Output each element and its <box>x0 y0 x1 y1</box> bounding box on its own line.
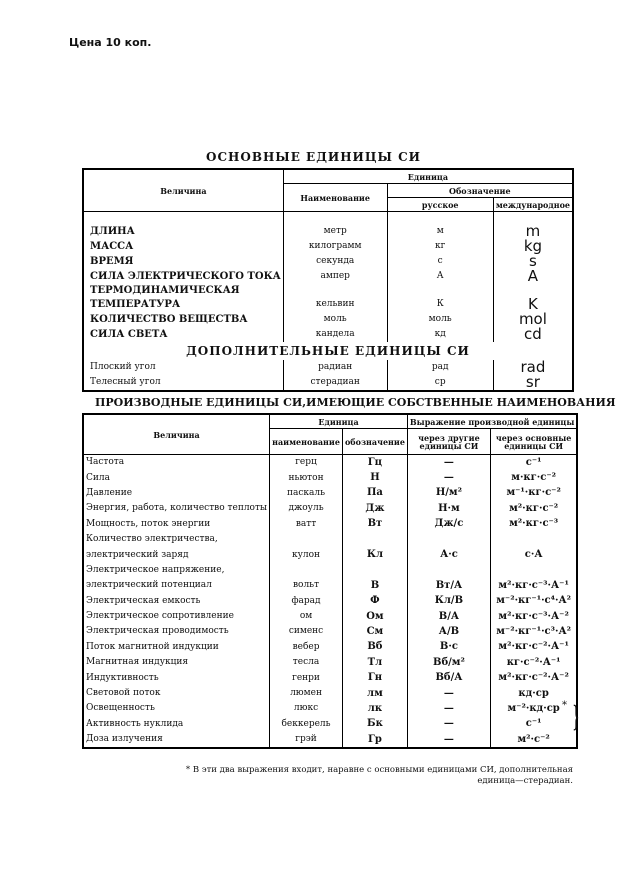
quantity-cell: Мощность, поток энергии <box>83 517 270 532</box>
quantity-cell: Электрическое сопротивление <box>83 609 270 624</box>
unit-name-cell: грэй <box>270 732 343 748</box>
table-row <box>83 701 577 716</box>
international-symbol-cell: A <box>493 269 573 284</box>
col-name-header: наименование <box>270 429 343 455</box>
unit-symbol-cell: Гн <box>342 670 407 685</box>
table-row <box>83 686 577 701</box>
table-row <box>83 609 577 624</box>
via-other-units-cell: — <box>407 701 490 716</box>
via-other-units-cell: Н·м <box>407 501 490 516</box>
unit-name-cell: люкс <box>270 701 343 716</box>
international-symbol-cell: rad <box>493 360 573 375</box>
unit-symbol-cell: Гц <box>342 455 407 471</box>
quantity-cell: ДЛИНА <box>83 224 283 239</box>
via-other-units-cell <box>407 563 490 578</box>
russian-symbol-cell: кг <box>387 239 493 254</box>
table-row <box>83 563 577 578</box>
unit-symbol-cell: Н <box>342 470 407 485</box>
base-units-table <box>82 168 574 392</box>
unit-name-cell: стерадиан <box>283 375 387 391</box>
via-other-units-cell: — <box>407 470 490 485</box>
unit-symbol-cell: Дж <box>342 501 407 516</box>
via-base-units-cell: м·кг·с⁻² <box>490 470 577 485</box>
via-other-units-cell <box>407 532 490 547</box>
quantity-cell: Количество электричества, <box>83 532 270 547</box>
via-base-units-cell: м²·кг·с⁻² <box>490 501 577 516</box>
table2-title: ПРОИЗВОДНЫЕ ЕДИНИЦЫ СИ,ИМЕЮЩИЕ СОБСТВЕННЫЕ НАИМЕНОВАНИЯ <box>95 396 616 409</box>
via-base-units-cell: м⁻²·кг⁻¹·с³·А² <box>490 624 577 639</box>
quantity-cell: ВРЕМЯ <box>83 254 283 269</box>
unit-name-cell: метр <box>283 224 387 239</box>
table-row <box>83 224 573 239</box>
unit-symbol-cell: Кл <box>342 547 407 562</box>
unit-name-cell: фарад <box>270 594 343 609</box>
unit-name-cell: ампер <box>283 269 387 284</box>
table-row <box>83 717 577 732</box>
quantity-cell: СИЛА ЭЛЕКТРИЧЕСКОГО ТОКА <box>83 269 283 284</box>
footnote <box>150 765 573 787</box>
international-symbol-cell: mol <box>493 312 573 327</box>
via-other-units-cell: Вт/А <box>407 578 490 593</box>
table-row <box>83 297 573 312</box>
col-quantity-header: Величина <box>83 414 270 455</box>
unit-name-cell: паскаль <box>270 486 343 501</box>
via-base-units-cell: м²·кг·с⁻³·А⁻² <box>490 609 577 624</box>
unit-symbol-cell: См <box>342 624 407 639</box>
unit-symbol-cell: Вт <box>342 517 407 532</box>
via-other-units-cell: Кл/В <box>407 594 490 609</box>
via-other-units-cell: Вб/А <box>407 670 490 685</box>
unit-name-cell: тесла <box>270 655 343 670</box>
russian-symbol-cell: А <box>387 269 493 284</box>
unit-name-cell: моль <box>283 312 387 327</box>
russian-symbol-cell: м <box>387 224 493 239</box>
col-unit-header: Единица <box>270 414 408 429</box>
table-row <box>83 312 573 327</box>
unit-symbol-cell: Бк <box>342 717 407 732</box>
via-base-units-cell: м²·кг·с⁻²·А⁻² <box>490 670 577 685</box>
table-row <box>83 732 577 748</box>
via-base-units-cell: м⁻¹·кг·с⁻² <box>490 486 577 501</box>
international-symbol-cell: m <box>493 224 573 239</box>
table-row <box>83 284 573 297</box>
russian-symbol-cell: ср <box>387 375 493 391</box>
table-row <box>83 547 577 562</box>
via-base-units-cell: м⁻²·кд·ср <box>490 701 577 716</box>
via-base-units-cell: с⁻¹ <box>490 455 577 471</box>
unit-symbol-cell: Вб <box>342 640 407 655</box>
via-other-units-cell: — <box>407 732 490 748</box>
via-other-units-cell: А/В <box>407 624 490 639</box>
quantity-cell: Индуктивность <box>83 670 270 685</box>
international-symbol-cell: K <box>493 297 573 312</box>
quantity-cell: электрический потенциал <box>83 578 270 593</box>
col-quantity-header: Величина <box>83 169 283 212</box>
unit-symbol-cell: Па <box>342 486 407 501</box>
quantity-cell: СИЛА СВЕТА <box>83 327 283 342</box>
footnote-line1: * В эти два выражения входит, наравне с основными единицами СИ, дополнительная <box>185 765 573 775</box>
unit-symbol-cell <box>342 563 407 578</box>
table-row <box>83 624 577 639</box>
unit-name-cell: ватт <box>270 517 343 532</box>
footnote-marker: * <box>562 700 567 711</box>
col-designation-header: Обозначение <box>387 184 573 198</box>
unit-name-cell <box>270 532 343 547</box>
quantity-cell: Поток магнитной индукции <box>83 640 270 655</box>
table-row <box>83 594 577 609</box>
unit-name-cell: вебер <box>270 640 343 655</box>
footnote-line2: единица—стерадиан. <box>477 776 573 786</box>
via-base-units-cell: м²·кг·с⁻³·А⁻¹ <box>490 578 577 593</box>
quantity-cell: Активность нуклида <box>83 717 270 732</box>
russian-symbol-cell: моль <box>387 312 493 327</box>
via-other-units-cell: Вб/м² <box>407 655 490 670</box>
unit-symbol-cell: лк <box>342 701 407 716</box>
via-base-units-cell: кд·ср <box>490 686 577 701</box>
unit-name-cell: ом <box>270 609 343 624</box>
via-base-units-cell: м²·с⁻² <box>490 732 577 748</box>
via-base-units-cell <box>490 532 577 547</box>
russian-symbol-cell: с <box>387 254 493 269</box>
col-russian-header: русское <box>387 198 493 212</box>
brace-mark: } <box>572 700 580 733</box>
unit-name-cell: вольт <box>270 578 343 593</box>
quantity-cell: ТЕРМОДИНАМИЧЕСКАЯ <box>83 284 283 297</box>
quantity-cell: Телесный угол <box>83 375 283 391</box>
unit-symbol-cell <box>342 532 407 547</box>
table-row <box>83 470 577 485</box>
quantity-cell: Энергия, работа, количество теплоты <box>83 501 270 516</box>
unit-name-cell: кельвин <box>283 297 387 312</box>
unit-name-cell: кулон <box>270 547 343 562</box>
unit-name-cell: герц <box>270 455 343 471</box>
quantity-cell: Сила <box>83 470 270 485</box>
unit-name-cell: секунда <box>283 254 387 269</box>
quantity-cell: Электрическое напряжение, <box>83 563 270 578</box>
quantity-cell: Частота <box>83 455 270 471</box>
via-base-units-cell: кг·с⁻²·А⁻¹ <box>490 655 577 670</box>
table-row <box>83 501 577 516</box>
unit-name-cell: радиан <box>283 360 387 375</box>
quantity-cell: МАССА <box>83 239 283 254</box>
col-via-base-header: через основные единицы СИ <box>490 429 577 455</box>
quantity-cell: ТЕМПЕРАТУРА <box>83 297 283 312</box>
col-expression-header: Выражение производной единицы <box>407 414 577 429</box>
via-other-units-cell: — <box>407 717 490 732</box>
via-other-units-cell: В·с <box>407 640 490 655</box>
unit-name-cell <box>283 284 387 297</box>
international-symbol-cell: kg <box>493 239 573 254</box>
table-row <box>83 269 573 284</box>
russian-symbol-cell: К <box>387 297 493 312</box>
quantity-cell: Электрическая проводимость <box>83 624 270 639</box>
table-row <box>83 486 577 501</box>
via-other-units-cell: — <box>407 455 490 471</box>
russian-symbol-cell: кд <box>387 327 493 342</box>
col-name-header: Наименование <box>283 184 387 212</box>
col-designation-header: обозначение <box>342 429 407 455</box>
via-other-units-cell: Н/м² <box>407 486 490 501</box>
table-row <box>83 532 577 547</box>
quantity-cell: Световой поток <box>83 686 270 701</box>
unit-name-cell: кандела <box>283 327 387 342</box>
unit-symbol-cell: Ом <box>342 609 407 624</box>
quantity-cell: Доза излучения <box>83 732 270 748</box>
russian-symbol-cell: рад <box>387 360 493 375</box>
via-base-units-cell: с⁻¹ <box>490 717 577 732</box>
quantity-cell: Электрическая емкость <box>83 594 270 609</box>
table-row <box>83 655 577 670</box>
unit-symbol-cell: Гр <box>342 732 407 748</box>
international-symbol-cell: cd <box>493 327 573 342</box>
derived-units-table <box>82 413 578 749</box>
quantity-cell: электрический заряд <box>83 547 270 562</box>
via-base-units-cell <box>490 563 577 578</box>
table-row <box>83 517 577 532</box>
via-base-units-cell: м⁻²·кг⁻¹·с⁴·А² <box>490 594 577 609</box>
table-row <box>83 578 577 593</box>
via-other-units-cell: А·с <box>407 547 490 562</box>
table-row <box>83 670 577 685</box>
unit-name-cell: люмен <box>270 686 343 701</box>
table-row <box>83 254 573 269</box>
unit-name-cell: джоуль <box>270 501 343 516</box>
via-other-units-cell: В/А <box>407 609 490 624</box>
unit-symbol-cell: В <box>342 578 407 593</box>
unit-symbol-cell: Ф <box>342 594 407 609</box>
russian-symbol-cell <box>387 284 493 297</box>
via-other-units-cell: Дж/с <box>407 517 490 532</box>
table1-title: ОСНОВНЫЕ ЕДИНИЦЫ СИ <box>206 150 421 164</box>
via-other-units-cell: — <box>407 686 490 701</box>
col-international-header: международное <box>493 198 573 212</box>
unit-name-cell: килограмм <box>283 239 387 254</box>
unit-name-cell: ньютон <box>270 470 343 485</box>
quantity-cell: Освещенность <box>83 701 270 716</box>
quantity-cell: Давление <box>83 486 270 501</box>
unit-name-cell: беккерель <box>270 717 343 732</box>
quantity-cell: Магнитная индукция <box>83 655 270 670</box>
international-symbol-cell: sr <box>493 375 573 391</box>
international-symbol-cell: s <box>493 254 573 269</box>
unit-name-cell <box>270 563 343 578</box>
table-row <box>83 640 577 655</box>
quantity-cell: Плоский угол <box>83 360 283 375</box>
via-base-units-cell: м²·кг·с⁻³ <box>490 517 577 532</box>
price-label: Цена 10 коп. <box>69 36 152 49</box>
unit-name-cell: генри <box>270 670 343 685</box>
unit-name-cell: сименс <box>270 624 343 639</box>
unit-symbol-cell: лм <box>342 686 407 701</box>
additional-units-title: ДОПОЛНИТЕЛЬНЫЕ ЕДИНИЦЫ СИ <box>83 342 573 360</box>
table-row <box>83 239 573 254</box>
via-base-units-cell: с·А <box>490 547 577 562</box>
table-row <box>83 455 577 471</box>
col-unit-header: Единица <box>283 169 573 184</box>
col-via-other-header: через другие единицы СИ <box>407 429 490 455</box>
quantity-cell: КОЛИЧЕСТВО ВЕЩЕСТВА <box>83 312 283 327</box>
table-row <box>83 360 573 375</box>
table-row <box>83 375 573 391</box>
via-base-units-cell: м²·кг·с⁻²·А⁻¹ <box>490 640 577 655</box>
table-row <box>83 327 573 342</box>
unit-symbol-cell: Тл <box>342 655 407 670</box>
